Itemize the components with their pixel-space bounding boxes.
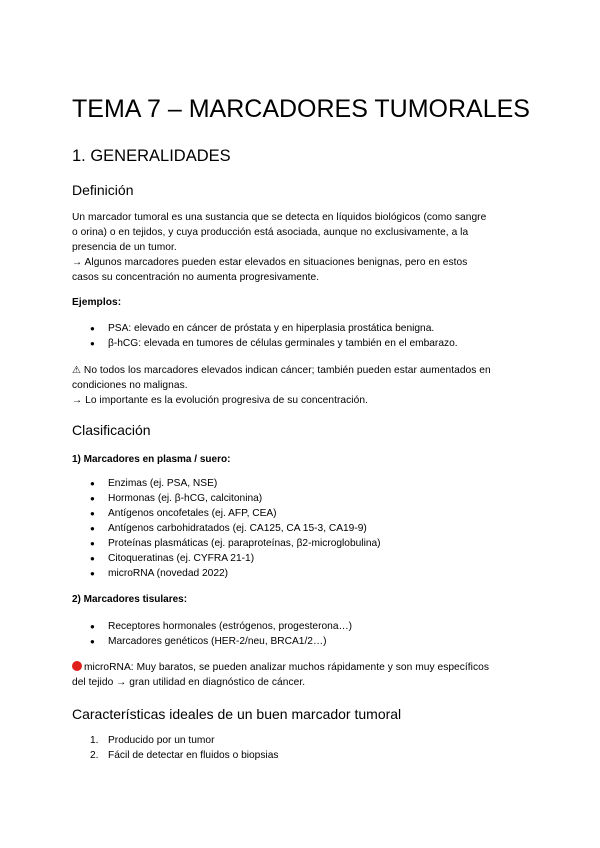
- bullet-icon: ●: [90, 479, 95, 488]
- ejemplos-label: Ejemplos:: [72, 297, 122, 308]
- aviso-line: → Lo importante es la evolución progresiva de su concentración.: [72, 395, 368, 406]
- bullet-icon: ●: [90, 554, 95, 563]
- list-item-number: 1.: [90, 735, 99, 746]
- bullet-icon: ●: [90, 539, 95, 548]
- aviso-line: No todos los marcadores elevados indican cáncer; también pueden estar aumentados en: [83, 365, 491, 376]
- list-item-text: Antígenos oncofetales (ej. AFP, CEA): [108, 508, 277, 519]
- microrna-note-line: microRNA: Muy baratos, se pueden analizar muchos rápidamente y son muy específicos: [84, 662, 489, 673]
- list-item-number: 2.: [90, 750, 99, 761]
- subheading-clasificacion: Clasificación: [72, 422, 151, 438]
- list-item-text: Antígenos carbohidratados (ej. CA125, CA 15-3, CA19-9): [108, 523, 367, 534]
- list-item-text: Producido por un tumor: [108, 735, 215, 746]
- subheading-caracteristicas: Características ideales de un buen marcador tumoral: [72, 706, 402, 722]
- definicion-line: casos su concentración no aumenta progresivamente.: [72, 272, 320, 283]
- document-title: TEMA 7 – MARCADORES TUMORALES: [72, 95, 530, 123]
- plasma-label: 1) Marcadores en plasma / suero:: [72, 454, 231, 465]
- list-item-text: Citoqueratinas (ej. CYFRA 21-1): [108, 553, 255, 564]
- definicion-paragraph: [72, 210, 486, 285]
- microrna-note: [72, 660, 489, 690]
- definicion-line: → Algunos marcadores pueden estar elevados en situaciones benignas, pero en estos: [72, 257, 468, 268]
- warning-icon: ⚠: [72, 365, 82, 376]
- aviso-paragraph: [72, 363, 491, 408]
- aviso-line: condiciones no malignas.: [72, 380, 188, 391]
- list-item-text: Receptores hormonales (estrógenos, progesterona…): [108, 621, 353, 632]
- bullet-icon: ●: [90, 324, 95, 333]
- bullet-icon: ●: [90, 524, 95, 533]
- definicion-line: presencia de un tumor.: [72, 242, 177, 253]
- bullet-icon: ●: [90, 637, 95, 646]
- red-circle-icon: [72, 661, 82, 671]
- list-item-text: Marcadores genéticos (HER-2/neu, BRCA1/2…): [108, 636, 327, 647]
- bullet-icon: ●: [90, 494, 95, 503]
- section-heading-generalidades: 1. GENERALIDADES: [72, 147, 231, 165]
- subheading-definicion: Definición: [72, 182, 134, 198]
- definicion-line: o orina) o en tejidos, y cuya producción está asociada, aunque no exclusivamente, a la: [72, 227, 469, 238]
- bullet-icon: ●: [90, 622, 95, 631]
- list-item-text: PSA: elevado en cáncer de próstata y en hiperplasia prostática benigna.: [108, 323, 435, 334]
- bullet-icon: ●: [90, 339, 95, 348]
- list-item-text: microRNA (novedad 2022): [108, 568, 229, 579]
- list-item-text: Enzimas (ej. PSA, NSE): [108, 478, 218, 489]
- microrna-note-line: del tejido → gran utilidad en diagnóstico de cáncer.: [72, 677, 306, 688]
- list-item-text: Proteínas plasmáticas (ej. paraproteínas, β2-microglobulina): [108, 538, 381, 549]
- list-item-text: β-hCG: elevada en tumores de células germinales y también en el embarazo.: [108, 338, 458, 349]
- list-item-text: Fácil de detectar en fluidos o biopsias: [108, 750, 279, 761]
- list-item-text: Hormonas (ej. β-hCG, calcitonina): [108, 493, 263, 504]
- tisulares-label: 2) Marcadores tisulares:: [72, 594, 188, 605]
- bullet-icon: ●: [90, 569, 95, 578]
- definicion-line: Un marcador tumoral es una sustancia que se detecta en líquidos biológicos (como sangre: [72, 212, 487, 223]
- bullet-icon: ●: [90, 509, 95, 518]
